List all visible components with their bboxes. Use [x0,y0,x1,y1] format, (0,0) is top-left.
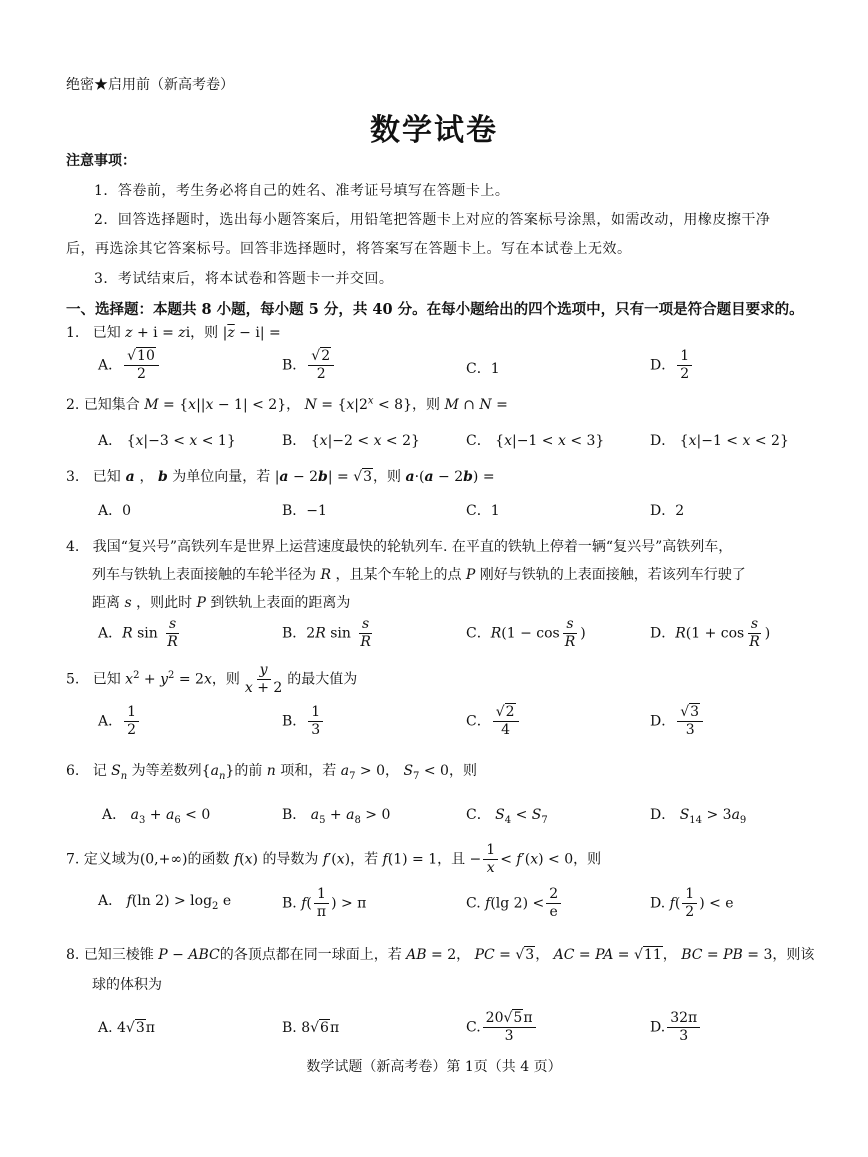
question-2-option-d[interactable]: D． {x|−1 < x < 2} [650,433,789,449]
question-2-option-a[interactable]: A． {x|−3 < x < 1} [98,433,236,449]
question-4-option-b[interactable]: B．2R sin $\frac{s}{R}$ [282,616,371,650]
question-8-option-c[interactable]: C. $\frac{20√5\pi}{3}$ [466,1010,538,1045]
question-2-option-c[interactable]: C． {x|−1 < x < 3} [466,433,605,449]
notice-2: 2．回答选择题时，选出每小题答案后，用铅笔把答题卡上对应的答案标号涂黑，如需改动，用橡皮擦干净 [94,212,771,228]
question-8-option-d[interactable]: D. $\frac{32\pi}{3}$ [650,1010,702,1045]
question-8-stem: 8. 已知三棱锥 P − ABC的各顶点都在同一球面上，若 AB = 2， PC = √3， AC = PA = √11， BC = PB = 3，则该 [66,947,815,963]
question-6-option-d[interactable]: D． $S_{14} > 3a_9$ [650,807,747,826]
question-3-option-c[interactable]: C．1 [466,503,500,519]
question-6-option-b[interactable]: B． $a_5 + a_8 > 0$ [282,807,391,826]
page-footer: 数学试题（新高考卷）第 1页（共 4 页） [306,1059,562,1075]
question-3-option-d[interactable]: D．2 [650,503,685,519]
question-8-option-b[interactable]: B. 8√6π [282,1020,340,1036]
question-4-stem-line2: 列车与铁轨上表面接触的车轮半径为 R ，且某个车轮上的点 P 刚好与铁轨的上表面接触，若该列车行驶了 [92,567,746,583]
question-7-stem: 7. 定义域为(0,+∞)的函数 f(x) 的导数为 f′(x)，若 f(1) = 1，且 − $\frac{1}{x}$ < f′(x) < 0，则 [66,842,602,876]
question-4-stem-line3: 距离 s ，则此时 P 到铁轨上表面的距离为 [92,595,351,611]
question-5-option-c[interactable]: C． $\frac{√2}{4}$ [466,704,521,739]
notice-1: 1．答卷前，考生务必将自己的姓名、准考证号填写在答题卡上。 [94,183,510,199]
question-4-option-c[interactable]: C．R(1 − cos $\frac{s}{R}$ ) [466,616,586,650]
notice-2-cont: 后，再选涂其它答案标号。回答非选择题时，将答案写在答题卡上。写在本试卷上无效。 [66,241,632,257]
question-1-option-c[interactable]: C．1 [466,361,500,377]
question-8-stem-line2: 球的体积为 [92,977,162,993]
question-2-stem: 2. 已知集合 M = {x||x − 1| < 2}， $N = \{x|2^x < 8\}$，则 M ∩ N = [66,395,508,413]
page-title: 数学试卷 [370,113,498,148]
question-6-stem: 6. 记 $S_n$ 为等差数列$\{a_n\}$的前 n 项和，若 $a_7 > 0$， $S_7 < 0$，则 [66,763,477,782]
question-5-stem: 5. 已知 $x^2 + y^2 = 2x$，则 $\frac{y}{x + 2}$ 的最大值为 [66,662,358,696]
confidential-label: 绝密★启用前（新高考卷） [66,77,234,93]
question-3-option-b[interactable]: B．−1 [282,503,327,519]
question-3-option-a[interactable]: A．0 [98,503,132,519]
question-1-stem: 1. 已知 z + i = zi，则 $|\overline{z} - i|$ = [66,325,281,341]
question-1-option-d[interactable]: D． $\frac{1}{2}$ [650,348,694,383]
question-7-option-a[interactable]: A． f(ln $2) > \log_2 e$ [98,893,232,912]
question-4-stem-line1: 4. 我国“复兴号”高铁列车是世界上运营速度最快的轮轨列车. 在平直的铁轨上停着一辆“复兴号”高铁列车， [66,539,733,555]
question-7-option-d[interactable]: D. f( $\frac{1}{2}$ ) < e [650,886,734,920]
notice-3: 3．考试结束后，将本试卷和答题卡一并交回。 [94,271,394,287]
question-2-option-b[interactable]: B． {x|−2 < x < 2} [282,433,420,449]
question-4-option-a[interactable]: A．R sin $\frac{s}{R}$ [98,616,178,650]
question-1-option-a[interactable]: A． $\frac{√10}{2}$ [98,348,161,383]
question-8-option-a[interactable]: A. 4√3π [98,1020,155,1036]
question-5-option-d[interactable]: D． $\frac{√3}{3}$ [650,704,705,739]
question-7-option-c[interactable]: C. f(lg 2) < $\frac{2}{e}$ [466,886,563,921]
question-7-option-b[interactable]: B. f( $\frac{1}{\pi}$ ) > π [282,886,367,920]
question-5-option-a[interactable]: A． $\frac{1}{2}$ [98,704,141,739]
question-6-option-a[interactable]: A． $a_3 + a_6 < 0$ [102,807,211,826]
question-3-stem: 3. 已知 a ， b 为单位向量，若 |a − 2b| = √3，则 a·(a − 2b) = [66,469,495,485]
question-5-option-b[interactable]: B． $\frac{1}{3}$ [282,704,325,739]
question-6-option-c[interactable]: C． $S_4 < S_7$ [466,807,548,826]
section-heading: 一、选择题：本题共 8 小题，每小题 5 分，共 40 分。在每小题给出的四个选项中，只有一项是符合题目要求的。 [66,301,804,318]
question-4-option-d[interactable]: D．R(1 + cos $\frac{s}{R}$ ) [650,616,771,650]
question-1-option-b[interactable]: B． $\frac{√2}{2}$ [282,348,336,383]
notice-heading: 注意事项： [66,153,136,169]
